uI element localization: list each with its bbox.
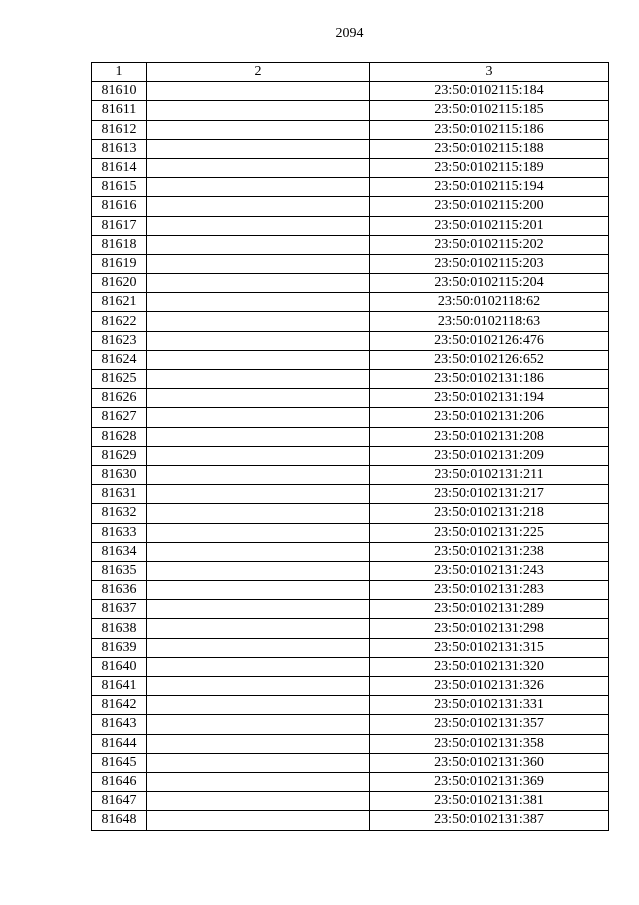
row-number-cell: 81624 bbox=[92, 350, 147, 369]
empty-cell bbox=[147, 254, 370, 273]
row-number-cell: 81611 bbox=[92, 101, 147, 120]
row-number-cell: 81617 bbox=[92, 216, 147, 235]
page-number: 2094 bbox=[335, 26, 364, 41]
table-header bbox=[92, 63, 609, 82]
empty-cell bbox=[147, 619, 370, 638]
empty-cell bbox=[147, 734, 370, 753]
row-number-cell: 81646 bbox=[92, 772, 147, 791]
table-row bbox=[92, 561, 609, 580]
cadastral-number-cell: 23:50:0102115:203 bbox=[370, 254, 609, 273]
row-number-cell: 81615 bbox=[92, 178, 147, 197]
empty-cell bbox=[147, 216, 370, 235]
empty-cell bbox=[147, 235, 370, 254]
cadastral-number-cell: 23:50:0102115:204 bbox=[370, 274, 609, 293]
table-row bbox=[92, 293, 609, 312]
table-row bbox=[92, 178, 609, 197]
cadastral-number-cell: 23:50:0102131:238 bbox=[370, 542, 609, 561]
empty-cell bbox=[147, 389, 370, 408]
cadastral-number-cell: 23:50:0102131:369 bbox=[370, 772, 609, 791]
empty-cell bbox=[147, 427, 370, 446]
empty-cell bbox=[147, 350, 370, 369]
row-number-cell: 81647 bbox=[92, 792, 147, 811]
row-number-cell: 81629 bbox=[92, 446, 147, 465]
row-number-cell: 81616 bbox=[92, 197, 147, 216]
empty-cell bbox=[147, 811, 370, 830]
column-header-2: 2 bbox=[147, 63, 370, 82]
table-row bbox=[92, 581, 609, 600]
table-row bbox=[92, 772, 609, 791]
table-row bbox=[92, 677, 609, 696]
table-row bbox=[92, 331, 609, 350]
cadastral-number-cell: 23:50:0102118:63 bbox=[370, 312, 609, 331]
cadastral-number-cell: 23:50:0102131:298 bbox=[370, 619, 609, 638]
row-number-cell: 81638 bbox=[92, 619, 147, 638]
table-row bbox=[92, 542, 609, 561]
row-number-cell: 81634 bbox=[92, 542, 147, 561]
cadastral-number-cell: 23:50:0102131:315 bbox=[370, 638, 609, 657]
cadastral-number-cell: 23:50:0102131:326 bbox=[370, 677, 609, 696]
cadastral-number-cell: 23:50:0102131:209 bbox=[370, 446, 609, 465]
row-number-cell: 81626 bbox=[92, 389, 147, 408]
cadastral-number-cell: 23:50:0102115:200 bbox=[370, 197, 609, 216]
row-number-cell: 81642 bbox=[92, 696, 147, 715]
row-number-cell: 81630 bbox=[92, 465, 147, 484]
empty-cell bbox=[147, 446, 370, 465]
register-table bbox=[91, 62, 609, 831]
empty-cell bbox=[147, 542, 370, 561]
cadastral-number-cell: 23:50:0102131:225 bbox=[370, 523, 609, 542]
cadastral-number-cell: 23:50:0102118:62 bbox=[370, 293, 609, 312]
table-row bbox=[92, 350, 609, 369]
table-row bbox=[92, 753, 609, 772]
table-row bbox=[92, 465, 609, 484]
empty-cell bbox=[147, 696, 370, 715]
cadastral-number-cell: 23:50:0102131:381 bbox=[370, 792, 609, 811]
empty-cell bbox=[147, 772, 370, 791]
cadastral-number-cell: 23:50:0102131:243 bbox=[370, 561, 609, 580]
row-number-cell: 81621 bbox=[92, 293, 147, 312]
empty-cell bbox=[147, 465, 370, 484]
table-row bbox=[92, 312, 609, 331]
empty-cell bbox=[147, 753, 370, 772]
cadastral-number-cell: 23:50:0102115:188 bbox=[370, 139, 609, 158]
empty-cell bbox=[147, 657, 370, 676]
table-row bbox=[92, 82, 609, 101]
table-row bbox=[92, 101, 609, 120]
empty-cell bbox=[147, 485, 370, 504]
cadastral-number-cell: 23:50:0102131:194 bbox=[370, 389, 609, 408]
empty-cell bbox=[147, 293, 370, 312]
row-number-cell: 81639 bbox=[92, 638, 147, 657]
empty-cell bbox=[147, 178, 370, 197]
empty-cell bbox=[147, 523, 370, 542]
table-row bbox=[92, 197, 609, 216]
table-row bbox=[92, 792, 609, 811]
empty-cell bbox=[147, 370, 370, 389]
empty-cell bbox=[147, 139, 370, 158]
table-row bbox=[92, 139, 609, 158]
row-number-cell: 81631 bbox=[92, 485, 147, 504]
table-body bbox=[92, 82, 609, 830]
cadastral-number-cell: 23:50:0102115:202 bbox=[370, 235, 609, 254]
column-header-3: 3 bbox=[370, 63, 609, 82]
column-header-1: 1 bbox=[92, 63, 147, 82]
row-number-cell: 81636 bbox=[92, 581, 147, 600]
table-row bbox=[92, 235, 609, 254]
row-number-cell: 81625 bbox=[92, 370, 147, 389]
header-row bbox=[92, 63, 609, 82]
row-number-cell: 81644 bbox=[92, 734, 147, 753]
row-number-cell: 81610 bbox=[92, 82, 147, 101]
row-number-cell: 81632 bbox=[92, 504, 147, 523]
cadastral-number-cell: 23:50:0102115:201 bbox=[370, 216, 609, 235]
table-row bbox=[92, 408, 609, 427]
row-number-cell: 81614 bbox=[92, 158, 147, 177]
cadastral-number-cell: 23:50:0102131:358 bbox=[370, 734, 609, 753]
cadastral-number-cell: 23:50:0102115:194 bbox=[370, 178, 609, 197]
table-row bbox=[92, 216, 609, 235]
empty-cell bbox=[147, 638, 370, 657]
table-row bbox=[92, 485, 609, 504]
row-number-cell: 81635 bbox=[92, 561, 147, 580]
row-number-cell: 81620 bbox=[92, 274, 147, 293]
empty-cell bbox=[147, 504, 370, 523]
empty-cell bbox=[147, 82, 370, 101]
table-row bbox=[92, 274, 609, 293]
table-row bbox=[92, 504, 609, 523]
cadastral-number-cell: 23:50:0102126:476 bbox=[370, 331, 609, 350]
row-number-cell: 81645 bbox=[92, 753, 147, 772]
row-number-cell: 81623 bbox=[92, 331, 147, 350]
row-number-cell: 81643 bbox=[92, 715, 147, 734]
empty-cell bbox=[147, 331, 370, 350]
empty-cell bbox=[147, 792, 370, 811]
cadastral-number-cell: 23:50:0102126:652 bbox=[370, 350, 609, 369]
cadastral-number-cell: 23:50:0102131:211 bbox=[370, 465, 609, 484]
empty-cell bbox=[147, 158, 370, 177]
cadastral-number-cell: 23:50:0102131:387 bbox=[370, 811, 609, 830]
row-number-cell: 81628 bbox=[92, 427, 147, 446]
table-row bbox=[92, 158, 609, 177]
table-row bbox=[92, 600, 609, 619]
cadastral-number-cell: 23:50:0102131:357 bbox=[370, 715, 609, 734]
table-row bbox=[92, 811, 609, 830]
cadastral-number-cell: 23:50:0102131:186 bbox=[370, 370, 609, 389]
cadastral-number-cell: 23:50:0102131:360 bbox=[370, 753, 609, 772]
table-row bbox=[92, 427, 609, 446]
table-row bbox=[92, 446, 609, 465]
row-number-cell: 81627 bbox=[92, 408, 147, 427]
empty-cell bbox=[147, 120, 370, 139]
table-row bbox=[92, 120, 609, 139]
empty-cell bbox=[147, 408, 370, 427]
empty-cell bbox=[147, 312, 370, 331]
table-row bbox=[92, 389, 609, 408]
empty-cell bbox=[147, 677, 370, 696]
cadastral-number-cell: 23:50:0102115:185 bbox=[370, 101, 609, 120]
row-number-cell: 81619 bbox=[92, 254, 147, 273]
row-number-cell: 81612 bbox=[92, 120, 147, 139]
empty-cell bbox=[147, 715, 370, 734]
empty-cell bbox=[147, 101, 370, 120]
cadastral-number-cell: 23:50:0102131:320 bbox=[370, 657, 609, 676]
row-number-cell: 81648 bbox=[92, 811, 147, 830]
row-number-cell: 81633 bbox=[92, 523, 147, 542]
empty-cell bbox=[147, 197, 370, 216]
table-row bbox=[92, 715, 609, 734]
row-number-cell: 81637 bbox=[92, 600, 147, 619]
table-row bbox=[92, 619, 609, 638]
row-number-cell: 81618 bbox=[92, 235, 147, 254]
table-row bbox=[92, 254, 609, 273]
table-row bbox=[92, 734, 609, 753]
cadastral-number-cell: 23:50:0102131:289 bbox=[370, 600, 609, 619]
empty-cell bbox=[147, 581, 370, 600]
cadastral-number-cell: 23:50:0102115:184 bbox=[370, 82, 609, 101]
empty-cell bbox=[147, 600, 370, 619]
table-row bbox=[92, 370, 609, 389]
empty-cell bbox=[147, 561, 370, 580]
cadastral-number-cell: 23:50:0102131:208 bbox=[370, 427, 609, 446]
cadastral-number-cell: 23:50:0102131:331 bbox=[370, 696, 609, 715]
row-number-cell: 81622 bbox=[92, 312, 147, 331]
row-number-cell: 81640 bbox=[92, 657, 147, 676]
table-row bbox=[92, 657, 609, 676]
cadastral-number-cell: 23:50:0102115:189 bbox=[370, 158, 609, 177]
table-row bbox=[92, 523, 609, 542]
empty-cell bbox=[147, 274, 370, 293]
table-row bbox=[92, 696, 609, 715]
cadastral-number-cell: 23:50:0102131:217 bbox=[370, 485, 609, 504]
row-number-cell: 81641 bbox=[92, 677, 147, 696]
cadastral-number-cell: 23:50:0102115:186 bbox=[370, 120, 609, 139]
cadastral-number-cell: 23:50:0102131:218 bbox=[370, 504, 609, 523]
row-number-cell: 81613 bbox=[92, 139, 147, 158]
table-row bbox=[92, 638, 609, 657]
cadastral-number-cell: 23:50:0102131:283 bbox=[370, 581, 609, 600]
cadastral-number-cell: 23:50:0102131:206 bbox=[370, 408, 609, 427]
